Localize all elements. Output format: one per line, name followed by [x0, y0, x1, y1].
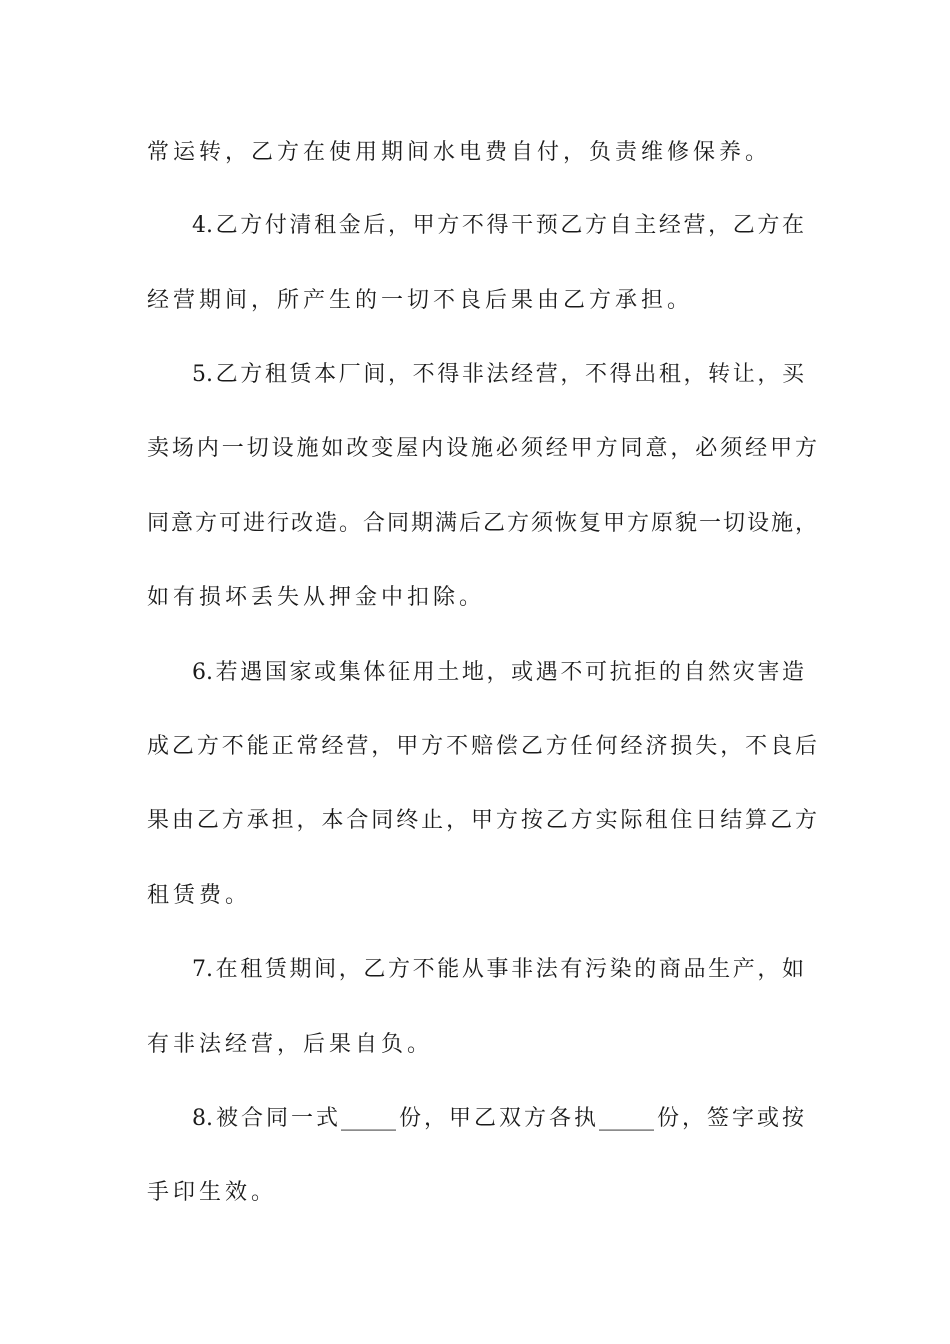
- text-line: 如有损坏丢失从押金中扣除。: [147, 585, 486, 610]
- clause-7-line: 7.在租赁期间，乙方不能从事非法有污染的商品生产，如: [192, 957, 804, 982]
- text-line: 同意方可进行改造。合同期满后乙方须恢复甲方原貌一切设施，: [147, 511, 817, 536]
- text-line: 常运转，乙方在使用期间水电费自付，负责维修保养。: [147, 140, 772, 165]
- text-line: 果由乙方承担，本合同终止，甲方按乙方实际租住日结算乙方: [147, 808, 817, 833]
- text-line: 卖场内一切设施如改变屋内设施必须经甲方同意，必须经甲方: [147, 436, 817, 461]
- clause-6-line: 6.若遇国家或集体征用土地，或遇不可抗拒的自然灾害造: [192, 660, 804, 685]
- text-line: 经营期间，所产生的一切不良后果由乙方承担。: [147, 288, 694, 313]
- clause-8-line: 8.被合同一式_____份，甲乙双方各执_____份，签字或按: [192, 1106, 804, 1131]
- text-line: 租赁费。: [147, 883, 252, 908]
- text-line: 有非法经营，后果自负。: [147, 1032, 434, 1057]
- text-line: 手印生效。: [147, 1180, 278, 1205]
- clause-4-line: 4.乙方付清租金后，甲方不得干预乙方自主经营，乙方在: [192, 213, 804, 238]
- clause-5-line: 5.乙方租赁本厂间，不得非法经营，不得出租，转让，买: [192, 362, 804, 387]
- text-line: 成乙方不能正常经营，甲方不赔偿乙方任何经济损失，不良后: [147, 734, 817, 759]
